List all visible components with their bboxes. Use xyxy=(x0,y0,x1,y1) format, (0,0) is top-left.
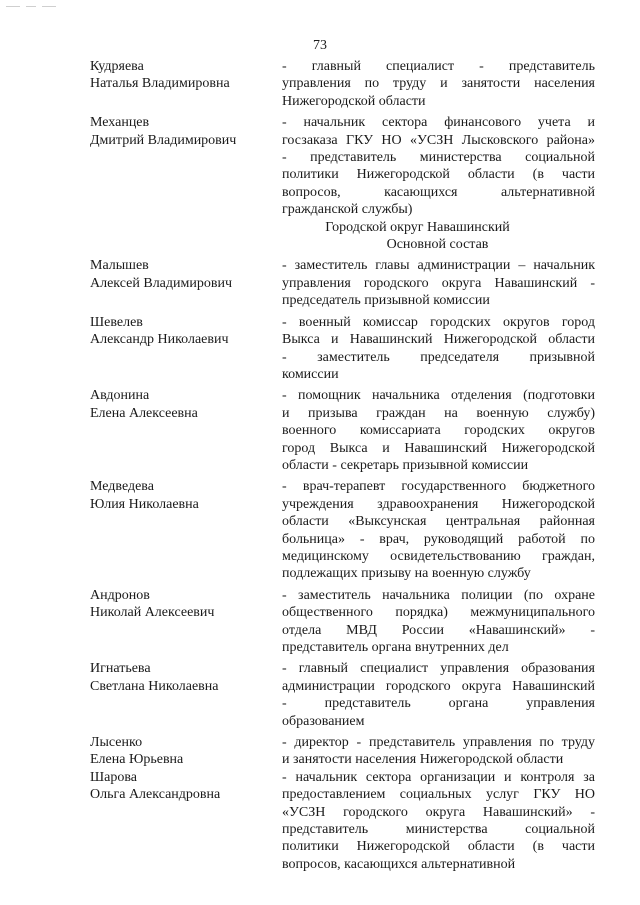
role-line: управления городского округа Навашинский - xyxy=(282,275,595,291)
role-line: председатель призывной комиссии xyxy=(282,293,490,309)
member-surname: Игнатьева xyxy=(90,661,151,677)
role-line: - заместитель председателя призывной xyxy=(282,349,595,365)
member-given-names: Алексей Владимирович xyxy=(90,275,233,291)
member-name xyxy=(90,114,282,218)
scan-artifact xyxy=(26,6,36,7)
role-line: подлежащих призыву на военную службу xyxy=(282,566,531,582)
member-given-names: Светлана Николаевна xyxy=(90,678,219,694)
page-number: 73 xyxy=(313,38,327,53)
member-entry xyxy=(90,734,595,769)
role-line: области - секретарь призывной комиссии xyxy=(282,457,529,473)
member-entry xyxy=(90,587,595,657)
role-line: политики Нижегородской области (в части xyxy=(282,839,595,855)
member-name xyxy=(90,769,282,873)
district-heading: Городской округ Навашинский xyxy=(325,219,510,235)
member-entry xyxy=(90,478,595,582)
member-role xyxy=(282,769,595,873)
role-line: вопросов, касающихся альтернативной xyxy=(282,856,516,872)
scan-artifact xyxy=(42,6,56,7)
role-line: представитель органа внутренних дел xyxy=(282,640,509,655)
member-surname: Малышев xyxy=(90,258,149,274)
member-entry xyxy=(90,114,595,218)
member-surname: Шевелев xyxy=(90,314,143,330)
role-line: комиссии xyxy=(282,366,339,382)
role-line: - представитель органа управления xyxy=(282,696,595,712)
role-line: - директор - представитель управления по труду xyxy=(282,735,595,751)
document-body xyxy=(90,58,595,873)
member-given-names: Ольга Александровна xyxy=(90,787,221,803)
member-surname: Авдонина xyxy=(90,388,150,404)
member-name xyxy=(90,58,282,110)
role-line: вопросов, касающихся альтернативной xyxy=(282,184,595,200)
member-role xyxy=(282,314,595,384)
member-name xyxy=(90,478,282,582)
member-name xyxy=(90,587,282,657)
role-line: учреждения здравоохранения Нижегородской xyxy=(282,496,595,512)
member-given-names: Николай Алексеевич xyxy=(90,605,215,621)
composition-heading: Основной состав xyxy=(386,237,489,253)
member-name xyxy=(90,257,282,309)
members-list-top xyxy=(90,58,595,219)
role-line: «УСЗН городского округа Навашинский» - xyxy=(282,804,595,820)
role-line: области «Выксунская центральная районная xyxy=(282,514,595,530)
role-line: военного комиссариата городских округов xyxy=(282,423,595,439)
member-given-names: Наталья Владимировна xyxy=(90,76,230,92)
role-line: и призыва граждан на военную службу) xyxy=(282,405,595,421)
member-role xyxy=(282,58,595,110)
member-entry xyxy=(90,387,595,474)
role-line: управления по труду и занятости населения xyxy=(282,76,595,92)
role-line: больница» - врач, руководящий работой по xyxy=(282,531,595,547)
member-entry xyxy=(90,58,595,110)
member-given-names: Александр Николаевич xyxy=(90,332,229,348)
role-line: - начальник сектора финансового учета и xyxy=(282,115,595,131)
member-name xyxy=(90,734,282,769)
scan-artifact xyxy=(6,6,20,7)
member-surname: Лысенко xyxy=(90,735,143,751)
role-line: отдела МВД России «Навашинский» - xyxy=(282,622,595,638)
role-line: - главный специалист управления образования xyxy=(282,661,595,677)
role-line: город Выкса и Навашинский Нижегородской xyxy=(282,440,595,456)
role-line: - главный специалист - представитель xyxy=(282,59,595,74)
member-surname: Медведева xyxy=(90,479,154,495)
role-line: - военный комиссар городских округов город xyxy=(282,314,595,330)
member-given-names: Дмитрий Владимирович xyxy=(90,132,237,148)
member-surname: Шарова xyxy=(90,769,137,785)
member-surname: Механцев xyxy=(90,115,150,131)
member-role xyxy=(282,734,595,769)
member-surname: Кудряева xyxy=(90,59,144,74)
member-surname: Андронов xyxy=(90,587,150,603)
member-role xyxy=(282,478,595,582)
role-line: и занятости населения Нижегородской области xyxy=(282,752,564,768)
member-role xyxy=(282,660,595,730)
role-line: образованием xyxy=(282,713,365,729)
role-line: Нижегородской области xyxy=(282,93,426,109)
member-role xyxy=(282,387,595,474)
members-list-main xyxy=(90,257,595,873)
role-line: администрации городского округа Навашинский xyxy=(282,678,595,694)
member-entry xyxy=(90,660,595,730)
member-entry xyxy=(90,314,595,384)
member-given-names: Юлия Николаевна xyxy=(90,496,199,512)
member-entry xyxy=(90,769,595,873)
role-line: госзаказа ГКУ НО «УСЗН Лысковского района» xyxy=(282,132,595,148)
member-role xyxy=(282,114,595,218)
role-line: предоставлением социальных услуг ГКУ НО xyxy=(282,787,595,803)
member-name xyxy=(90,314,282,384)
role-line: - помощник начальника отделения (подготовки xyxy=(282,388,595,404)
role-line: - представитель министерства социальной xyxy=(282,150,595,166)
role-line: - начальник сектора организации и контроля за xyxy=(282,769,595,785)
role-line: политики Нижегородской области (в части xyxy=(282,167,595,183)
role-line: медицинскому освидетельствованию граждан, xyxy=(282,548,595,564)
member-entry xyxy=(90,257,595,309)
role-line: представитель министерства социальной xyxy=(282,822,595,838)
member-role xyxy=(282,587,595,657)
member-name xyxy=(90,387,282,474)
role-line: Выкса и Навашинский Нижегородской области xyxy=(282,332,595,348)
member-given-names: Елена Юрьевна xyxy=(90,752,184,768)
member-name xyxy=(90,660,282,730)
role-line: - заместитель главы администрации – начальник xyxy=(282,258,595,274)
role-line: - врач-терапевт государственного бюджетного xyxy=(282,479,595,495)
role-line: - заместитель начальника полиции (по охране xyxy=(282,587,595,603)
role-line: гражданской службы) xyxy=(282,202,413,218)
member-role xyxy=(282,257,595,309)
member-given-names: Елена Алексеевна xyxy=(90,405,198,421)
role-line: общественного порядка) межмуниципального xyxy=(282,605,595,621)
